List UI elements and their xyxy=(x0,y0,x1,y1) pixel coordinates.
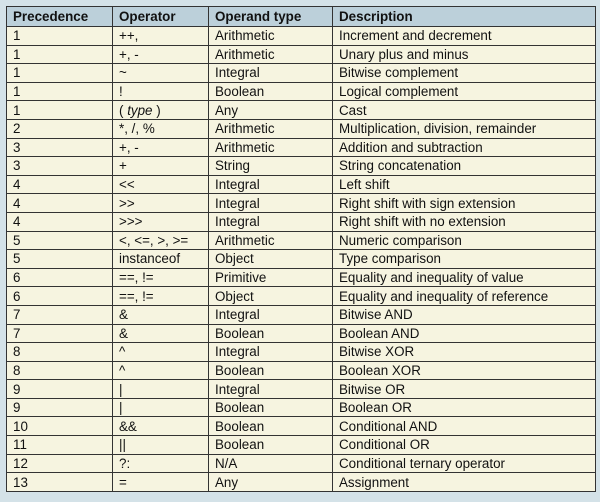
cell-operator: | xyxy=(113,398,209,417)
table-row xyxy=(7,361,596,380)
cell-operator: + xyxy=(113,157,209,176)
cell-description: Increment and decrement xyxy=(333,27,596,46)
header-description: Description xyxy=(333,7,596,27)
cell-description: Conditional OR xyxy=(333,436,596,455)
cell-precedence: 13 xyxy=(7,473,113,492)
cell-operator: >> xyxy=(113,194,209,213)
cell-operator: +, - xyxy=(113,45,209,64)
cell-operand-type: String xyxy=(209,157,333,176)
cell-description: Right shift with no extension xyxy=(333,212,596,231)
cell-operand-type: Boolean xyxy=(209,417,333,436)
cell-description: String concatenation xyxy=(333,157,596,176)
cell-operand-type: Integral xyxy=(209,175,333,194)
cell-operand-type: Boolean xyxy=(209,324,333,343)
cell-operator: ~ xyxy=(113,64,209,83)
cell-operand-type: Integral xyxy=(209,305,333,324)
cell-operator: ?: xyxy=(113,454,209,473)
table-row xyxy=(7,287,596,306)
cell-operator: ==, != xyxy=(113,287,209,306)
cell-description: Addition and subtraction xyxy=(333,138,596,157)
cell-description: Left shift xyxy=(333,175,596,194)
table-row xyxy=(7,473,596,492)
cell-description: Equality and inequality of reference xyxy=(333,287,596,306)
table-row xyxy=(7,64,596,83)
cell-description: Logical complement xyxy=(333,82,596,101)
cell-operand-type: N/A xyxy=(209,454,333,473)
table-row xyxy=(7,157,596,176)
table-row xyxy=(7,398,596,417)
cell-description: Type comparison xyxy=(333,250,596,269)
cell-description: Boolean AND xyxy=(333,324,596,343)
cell-operator: | xyxy=(113,380,209,399)
table-row xyxy=(7,194,596,213)
table-body xyxy=(7,27,596,492)
cell-precedence: 9 xyxy=(7,380,113,399)
table-row xyxy=(7,119,596,138)
cell-precedence: 3 xyxy=(7,138,113,157)
table-row xyxy=(7,324,596,343)
table-row xyxy=(7,268,596,287)
cell-precedence: 1 xyxy=(7,45,113,64)
header-precedence: Precedence xyxy=(7,7,113,27)
cell-precedence: 3 xyxy=(7,157,113,176)
table-header xyxy=(7,7,596,27)
cell-description: Boolean OR xyxy=(333,398,596,417)
cell-description: Boolean XOR xyxy=(333,361,596,380)
cell-description: Bitwise AND xyxy=(333,305,596,324)
table-row xyxy=(7,175,596,194)
cell-operator: >>> xyxy=(113,212,209,231)
cell-operator: ^ xyxy=(113,361,209,380)
cell-description: Conditional ternary operator xyxy=(333,454,596,473)
cell-operand-type: Integral xyxy=(209,194,333,213)
table-row xyxy=(7,343,596,362)
cell-precedence: 4 xyxy=(7,212,113,231)
cell-precedence: 7 xyxy=(7,305,113,324)
operator-precedence-table xyxy=(6,6,596,492)
cell-operator: = xyxy=(113,473,209,492)
table-row xyxy=(7,138,596,157)
cell-operator: +, - xyxy=(113,138,209,157)
cell-description: Unary plus and minus xyxy=(333,45,596,64)
cell-operator: ! xyxy=(113,82,209,101)
table-row xyxy=(7,380,596,399)
cell-operator: ==, != xyxy=(113,268,209,287)
cell-description: Bitwise OR xyxy=(333,380,596,399)
cell-operand-type: Boolean xyxy=(209,436,333,455)
table-row xyxy=(7,101,596,120)
cell-precedence: 1 xyxy=(7,27,113,46)
cell-description: Right shift with sign extension xyxy=(333,194,596,213)
cell-operand-type: Arithmetic xyxy=(209,119,333,138)
table-row xyxy=(7,45,596,64)
cell-precedence: 2 xyxy=(7,119,113,138)
cell-operator: & xyxy=(113,305,209,324)
table-row xyxy=(7,82,596,101)
cell-precedence: 11 xyxy=(7,436,113,455)
cell-operand-type: Integral xyxy=(209,380,333,399)
cell-operator: <, <=, >, >= xyxy=(113,231,209,250)
cell-description: Multiplication, division, remainder xyxy=(333,119,596,138)
cell-precedence: 4 xyxy=(7,194,113,213)
cell-operand-type: Arithmetic xyxy=(209,231,333,250)
cell-operand-type: Arithmetic xyxy=(209,27,333,46)
cell-precedence: 7 xyxy=(7,324,113,343)
cell-operator: instanceof xyxy=(113,250,209,269)
cell-precedence: 1 xyxy=(7,64,113,83)
table-row xyxy=(7,454,596,473)
header-operator: Operator xyxy=(113,7,209,27)
cell-operand-type: Primitive xyxy=(209,268,333,287)
table-row xyxy=(7,27,596,46)
cell-precedence: 10 xyxy=(7,417,113,436)
cell-operator: ++, xyxy=(113,27,209,46)
cell-precedence: 5 xyxy=(7,231,113,250)
cell-operand-type: Integral xyxy=(209,212,333,231)
table-row xyxy=(7,305,596,324)
cell-precedence: 1 xyxy=(7,101,113,120)
cell-description: Bitwise complement xyxy=(333,64,596,83)
cell-description: Bitwise XOR xyxy=(333,343,596,362)
cell-operand-type: Boolean xyxy=(209,361,333,380)
cell-operator: && xyxy=(113,417,209,436)
table-row xyxy=(7,436,596,455)
cell-operand-type: Integral xyxy=(209,343,333,362)
cell-precedence: 8 xyxy=(7,361,113,380)
cell-operand-type: Object xyxy=(209,287,333,306)
header-row xyxy=(7,7,596,27)
cell-description: Assignment xyxy=(333,473,596,492)
cell-operator: & xyxy=(113,324,209,343)
header-operand-type: Operand type xyxy=(209,7,333,27)
cell-description: Conditional AND xyxy=(333,417,596,436)
cell-operator: << xyxy=(113,175,209,194)
cell-precedence: 12 xyxy=(7,454,113,473)
cell-description: Numeric comparison xyxy=(333,231,596,250)
cell-operand-type: Arithmetic xyxy=(209,45,333,64)
table-row xyxy=(7,212,596,231)
cell-operand-type: Boolean xyxy=(209,398,333,417)
cell-precedence: 4 xyxy=(7,175,113,194)
cell-precedence: 1 xyxy=(7,82,113,101)
cell-operand-type: Integral xyxy=(209,64,333,83)
cell-precedence: 6 xyxy=(7,268,113,287)
cell-precedence: 9 xyxy=(7,398,113,417)
cell-operand-type: Any xyxy=(209,473,333,492)
table-row xyxy=(7,231,596,250)
cell-operand-type: Any xyxy=(209,101,333,120)
cell-operator: *, /, % xyxy=(113,119,209,138)
cell-operator: ( type ) xyxy=(113,101,209,120)
cell-operator: ^ xyxy=(113,343,209,362)
cell-precedence: 5 xyxy=(7,250,113,269)
cell-description: Equality and inequality of value xyxy=(333,268,596,287)
cell-operator: || xyxy=(113,436,209,455)
cell-operand-type: Object xyxy=(209,250,333,269)
cell-precedence: 8 xyxy=(7,343,113,362)
cell-operand-type: Arithmetic xyxy=(209,138,333,157)
table-row xyxy=(7,417,596,436)
cell-operand-type: Boolean xyxy=(209,82,333,101)
table-row xyxy=(7,250,596,269)
cell-description: Cast xyxy=(333,101,596,120)
cell-precedence: 6 xyxy=(7,287,113,306)
